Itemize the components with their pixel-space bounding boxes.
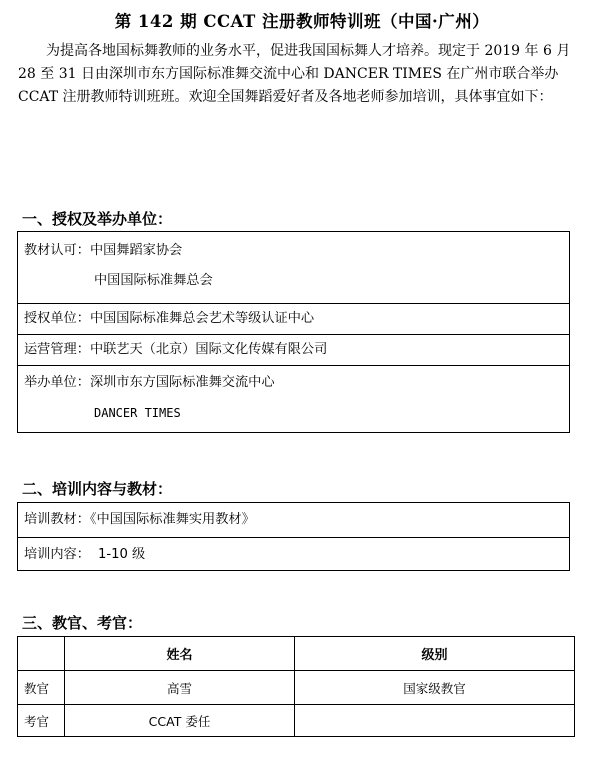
row-organizer xyxy=(18,365,569,432)
row-value: 中联艺天（北京）国际文化传媒有限公司 xyxy=(89,342,328,357)
instructors-table xyxy=(17,636,575,737)
table-cell-name: CCAT 委任 xyxy=(65,705,295,737)
row-operations xyxy=(18,334,569,365)
row-value: 《中国国际标准舞实用教材》 xyxy=(89,512,255,527)
row-label: 培训内容： xyxy=(24,547,90,562)
row-value: 中国国际标准舞总会 xyxy=(94,273,213,288)
table-header-row xyxy=(18,637,575,671)
row-value: DANCER TIMES xyxy=(94,406,181,420)
section2-heading: 二、培训内容与教材： xyxy=(22,480,173,498)
row-label: 授权单位： xyxy=(24,311,90,326)
row-label: 运营管理： xyxy=(24,342,90,357)
row-value: 中国舞蹈家协会 xyxy=(89,243,183,258)
row-label: 举办单位： xyxy=(24,375,90,390)
table-cell-role: 教官 xyxy=(18,671,65,705)
row-value: 1-10 级 xyxy=(97,547,146,562)
row-label: 培训教材： xyxy=(24,512,90,527)
row-value: 中国国际标准舞总会艺术等级认证中心 xyxy=(89,311,315,326)
row-authorizing-unit xyxy=(18,303,569,334)
intro-paragraph: 为提高各地国标舞教师的业务水平，促进我国国标舞人才培养。现定于 2019 年 6 月 28 至 31 日由深圳市东方国际标准舞交流中心和 DANCER TIMES 在广州市联合举办 CCAT 注册教师特训班班。欢迎全国舞蹈爱好者及各地老师参加培训，具体事宜如下： xyxy=(18,43,571,105)
section3-heading: 三、教官、考官： xyxy=(22,614,143,632)
table-row xyxy=(18,671,575,705)
table-header-cell: 姓名 xyxy=(65,637,295,671)
table-row xyxy=(18,705,575,737)
row-label: 教材认可： xyxy=(24,243,90,258)
row-textbook-approval xyxy=(18,232,569,303)
row-value: 深圳市东方国际标准舞交流中心 xyxy=(89,375,275,390)
table-cell-name: 高雪 xyxy=(65,671,295,705)
section1-heading: 一、授权及举办单位： xyxy=(22,210,173,228)
table-header-cell xyxy=(18,637,65,671)
table-cell-level xyxy=(295,705,575,737)
row-training-content xyxy=(18,537,569,570)
table-cell-level: 国家级教官 xyxy=(295,671,575,705)
row-training-materials xyxy=(18,503,569,537)
section2-info-box xyxy=(17,502,570,571)
table-header-cell: 级别 xyxy=(295,637,575,671)
document-title: 第 142 期 CCAT 注册教师特训班（中国·广州） xyxy=(114,12,490,31)
table-cell-role: 考官 xyxy=(18,705,65,737)
section1-info-box xyxy=(17,231,570,433)
